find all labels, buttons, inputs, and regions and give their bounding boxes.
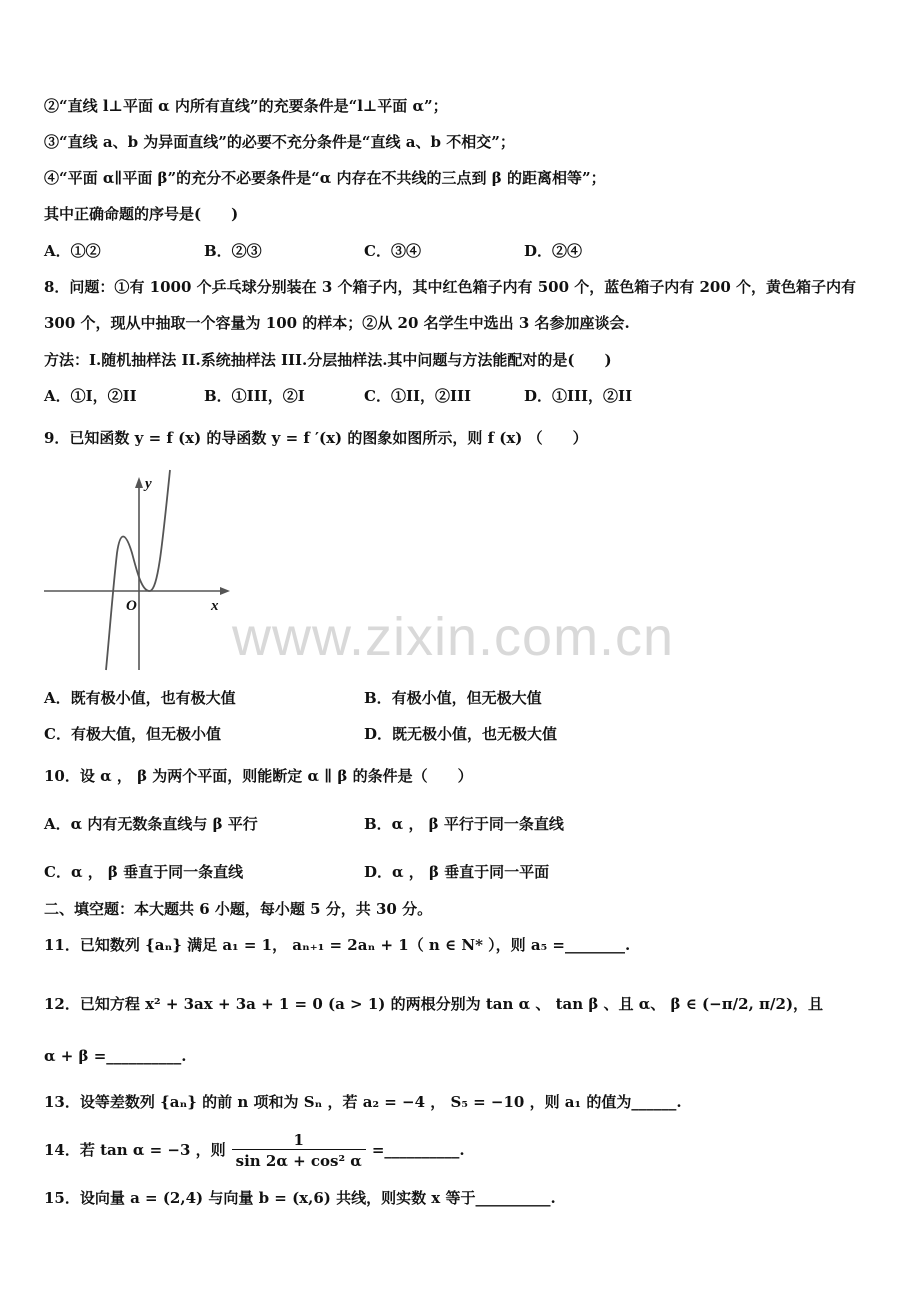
q9-option-b: B．有极小值，但无极大值: [364, 689, 542, 707]
q10-option-c: C．α ， β 垂直于同一条直线: [44, 863, 244, 881]
q14: [44, 1128, 465, 1172]
q7-option-c: C．③④: [364, 242, 421, 260]
q7-option-a: A．①②: [44, 242, 101, 260]
q10-option-b: B．α ， β 平行于同一条直线: [364, 815, 564, 833]
derivative-curve: [106, 470, 170, 670]
watermark: www.zixin.com.cn: [232, 607, 675, 667]
q14-suffix: =__________.: [371, 1141, 465, 1159]
q8-option-b: B．①III，②I: [204, 387, 305, 405]
q9-option-c: C．有极大值，但无极小值: [44, 725, 221, 743]
q7-statement-3: ③“直线 a、b 为异面直线”的必要不充分条件是“直线 a、b 不相交”；: [44, 133, 515, 151]
q12-line-2: α + β =__________.: [44, 1047, 187, 1065]
q11: 11．已知数列 {aₙ} 满足 a₁ = 1， aₙ₊₁ = 2aₙ + 1（ n ∈ N* ），则 a₅ =________.: [44, 936, 631, 954]
q15: 15．设向量 a = (2,4) 与向量 b = (x,6) 共线，则实数 x 等于__________.: [44, 1189, 556, 1207]
q7-statement-2: ②“直线 l⊥平面 α 内所有直线”的充要条件是“l⊥平面 α”；: [44, 97, 448, 115]
q8-option-d: D．①III，②II: [524, 387, 633, 405]
q14-denominator: sin 2α + cos² α: [232, 1149, 366, 1170]
section-heading: 二、填空题：本大题共 6 小题，每小题 5 分，共 30 分。: [44, 900, 433, 918]
q10-stem: 10．设 α ， β 为两个平面，则能断定 α ∥ β 的条件是（ ）: [44, 767, 473, 785]
derivative-graph: [44, 468, 242, 672]
y-axis-arrow: [135, 477, 143, 488]
q10-option-a: A．α 内有无数条直线与 β 平行: [44, 815, 258, 833]
x-axis-label: x: [211, 598, 219, 614]
q14-prefix: 14．若 tan α = −3 ，则: [44, 1141, 226, 1159]
q9-option-d: D．既无极小值，也无极大值: [364, 725, 558, 743]
q13: 13．设等差数列 {aₙ} 的前 n 项和为 Sₙ ，若 a₂ = −4 ， S₅ = −10 ，则 a₁ 的值为______.: [44, 1093, 682, 1111]
q8-line-3: 方法：I.随机抽样法 II.系统抽样法 III.分层抽样法.其中问题与方法能配对的是( ): [44, 351, 612, 369]
q12-line-1: 12．已知方程 x² + 3ax + 3a + 1 = 0 (a > 1) 的两根分别为 tan α 、 tan β 、且 α、 β ∈ (−π/2, π/2)，且: [44, 995, 824, 1013]
q14-fraction: [232, 1131, 366, 1170]
q7-question: 其中正确命题的序号是( ): [44, 205, 239, 223]
q8-option-a: A．①I，②II: [44, 387, 137, 405]
q9-option-a: A．既有极小值，也有极大值: [44, 689, 236, 707]
q7-option-d: D．②④: [524, 242, 583, 260]
q8-option-c: C．①II，②III: [364, 387, 472, 405]
q9-stem: 9．已知函数 y = f (x) 的导函数 y = f ′(x) 的图象如图所示，则 f (x) （ ）: [44, 429, 588, 447]
origin-label: O: [126, 598, 137, 614]
q10-option-d: D．α ， β 垂直于同一平面: [364, 863, 550, 881]
q14-numerator: 1: [293, 1130, 304, 1149]
q7-statement-4: ④“平面 α∥平面 β”的充分不必要条件是“α 内存在不共线的三点到 β 的距离相等”；: [44, 169, 606, 187]
q7-option-b: B．②③: [204, 242, 262, 260]
y-axis-label: y: [145, 476, 152, 492]
x-axis-arrow: [220, 587, 230, 595]
q8-line-1: 8．问题：①有 1000 个乒乓球分别装在 3 个箱子内，其中红色箱子内有 500 个，蓝色箱子内有 200 个，黄色箱子内有: [44, 278, 857, 296]
q8-line-2: 300 个，现从中抽取一个容量为 100 的样本；②从 20 名学生中选出 3 名参加座谈会.: [44, 314, 630, 332]
